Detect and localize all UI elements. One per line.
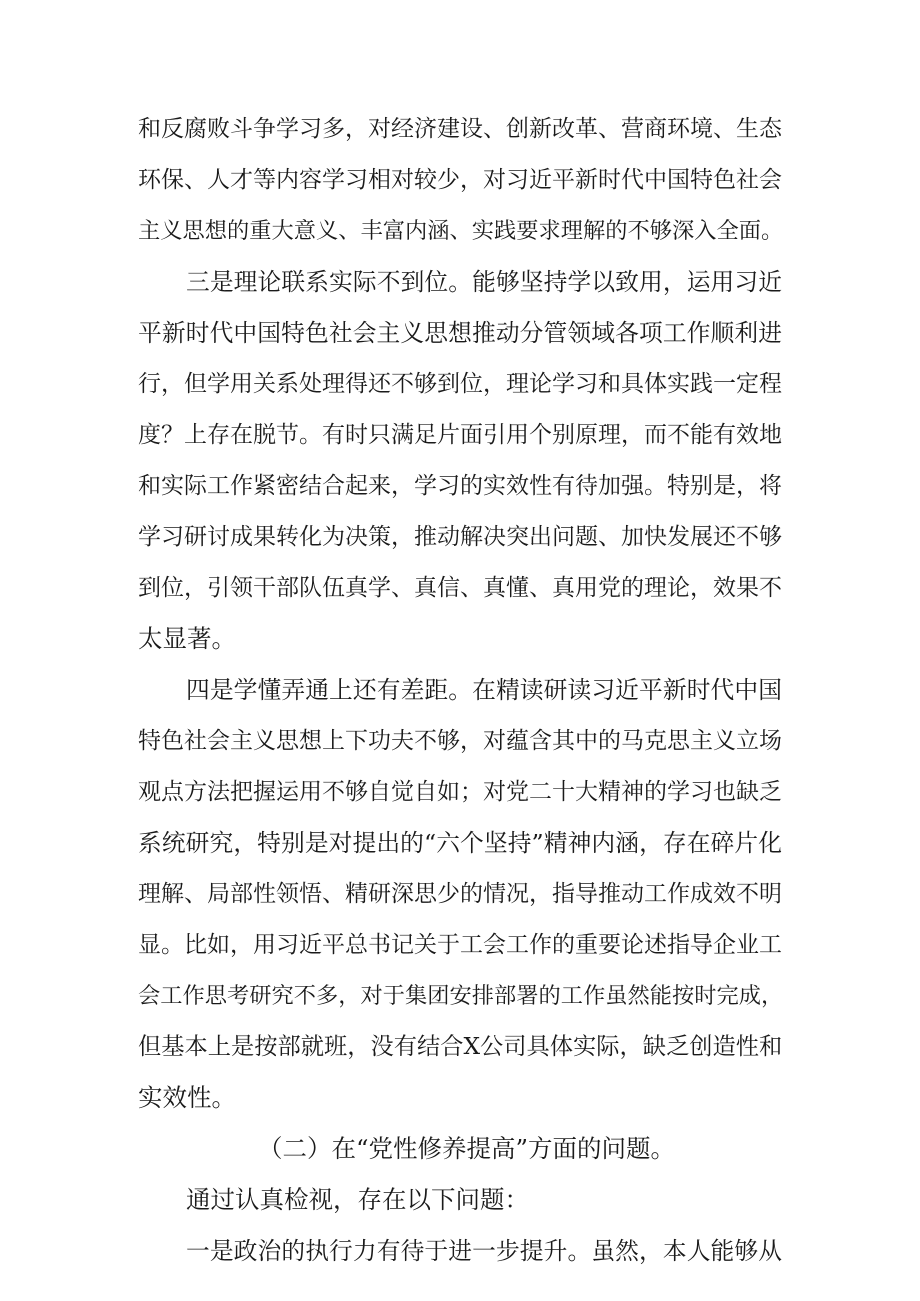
text-line: 度？上存在脱节。有时只满足片面引用个别原理，而不能有效地 xyxy=(138,422,782,448)
text-line: 显。比如，用习近平总书记关于工会工作的重要论述指导企业工 xyxy=(138,932,782,958)
text-line: 会工作思考研究不多，对于集团安排部署的工作虽然能按时完成， xyxy=(138,983,784,1009)
text-line: 特色社会主义思想上下功夫不够，对蕴含其中的马克思主义立场 xyxy=(138,728,782,754)
text-line: 系统研究，特别是对提出的“六个坚持”精神内涵，存在碎片化 xyxy=(138,829,782,857)
paragraph-first-line: 三是理论联系实际不到位。能够坚持学以致用，运用习近 xyxy=(186,268,782,296)
text-line: 太显著。 xyxy=(138,624,236,653)
paragraph-first-line: 通过认真检视，存在以下问题： xyxy=(186,1185,529,1214)
text-line: 行，但学用关系处理得还不够到位，理论学习和具体实践一定程 xyxy=(138,371,782,397)
text-line: 但基本上是按部就班，没有结合X公司具体实际，缺乏创造性和 xyxy=(138,1033,783,1060)
text-line: 平新时代中国特色社会主义思想推动分管领域各项工作顺利进 xyxy=(138,319,782,347)
text-line: 观点方法把握运用不够自觉自如；对党二十大精神的学习也缺乏 xyxy=(138,779,782,805)
paragraph-first-line: 四是学懂弄通上还有差距。在精读研读习近平新时代中国 xyxy=(186,676,782,704)
text-line: 学习研讨成果转化为决策，推动解决突出问题、加快发展还不够 xyxy=(138,524,782,550)
text-line: 和反腐败斗争学习多，对经济建设、创新改革、营商环境、生态 xyxy=(138,116,782,142)
section-heading: （二）在“党性修养提高”方面的问题。 xyxy=(258,1134,676,1163)
text-line: 理解、局部性领悟、精研深思少的情况，指导推动工作成效不明 xyxy=(138,881,782,907)
text-line: 主义思想的重大意义、丰富内涵、实践要求理解的不够深入全面。 xyxy=(138,218,784,244)
text-line: 实效性。 xyxy=(138,1083,236,1112)
paragraph-first-line: 一是政治的执行力有待于进一步提升。虽然，本人能够从 xyxy=(186,1237,782,1265)
text-line: 到位，引领干部队伍真学、真信、真懂、真用党的理论，效果不 xyxy=(138,575,782,601)
text-line: 和实际工作紧密结合起来，学习的实效性有待加强。特别是，将 xyxy=(138,473,782,499)
text-line: 环保、人才等内容学习相对较少，对习近平新时代中国特色社会 xyxy=(138,167,782,193)
